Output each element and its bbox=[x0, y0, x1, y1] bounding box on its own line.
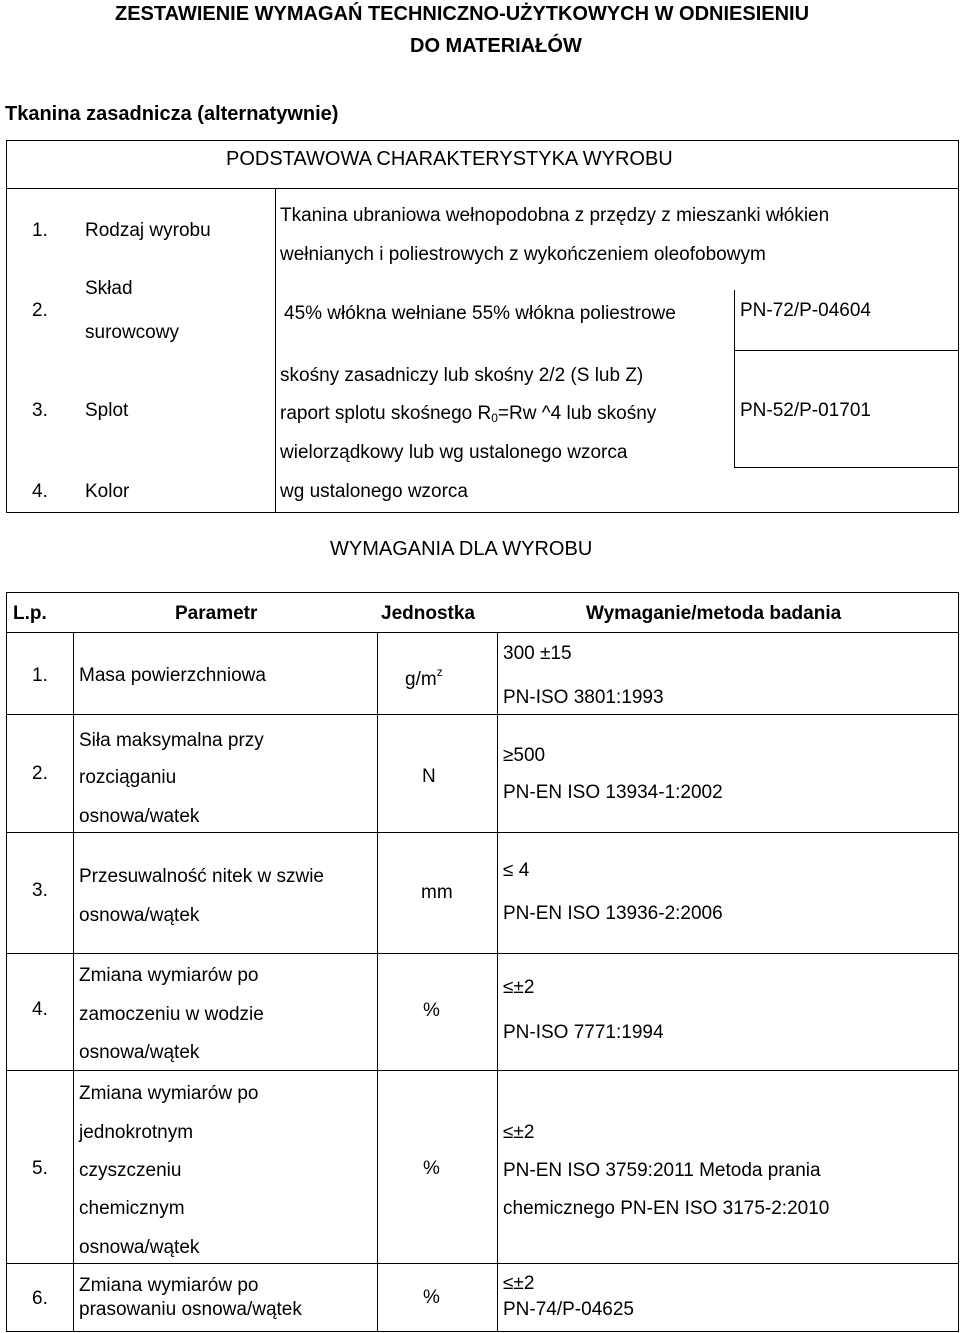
requirement-line: PN-EN ISO 13936-2:2006 bbox=[503, 903, 723, 924]
row-number: 2. bbox=[32, 300, 48, 321]
document-title-line1: ZESTAWIENIE WYMAGAŃ TECHNICZNO-UŻYTKOWYCH W ODNIESIENIU bbox=[115, 3, 810, 25]
requirement-line: ≤±2 bbox=[503, 1273, 535, 1294]
row-label-line: Skład bbox=[85, 278, 133, 299]
basic-characteristics-heading: PODSTAWOWA CHARAKTERYSTYKA WYROBU bbox=[226, 148, 673, 170]
row-number: 1. bbox=[32, 220, 48, 241]
requirements-heading: WYMAGANIA DLA WYROBU bbox=[330, 538, 593, 560]
unit: mm bbox=[421, 882, 453, 903]
row-norm: PN-52/P-01701 bbox=[740, 400, 871, 421]
row-number: 2. bbox=[32, 763, 48, 784]
row-value-line: raport splotu skośnego $R_0=Rw$ ^4 lub skośny bbox=[280, 403, 657, 425]
parameter-line: Zmiana wymiarów po bbox=[79, 1275, 259, 1296]
row-label: Splot bbox=[85, 400, 129, 421]
row-value-line: wielorządkowy lub wg ustalonego wzorca bbox=[280, 442, 628, 463]
row-number: 6. bbox=[32, 1288, 48, 1309]
parameter-line: osnowa/wątek bbox=[79, 1042, 200, 1063]
parameter-line: czyszczeniu bbox=[79, 1160, 182, 1181]
requirement-line: PN-ISO 3801:1993 bbox=[503, 687, 664, 708]
column-header-requirement: Wymaganie/metoda badania bbox=[586, 603, 842, 624]
row-label: Kolor bbox=[85, 481, 130, 502]
parameter-line: rozciąganiu bbox=[79, 767, 177, 788]
requirement-line: PN-EN ISO 13934-1:2002 bbox=[503, 782, 723, 803]
requirement-line: ≥500 bbox=[503, 745, 546, 766]
row-label-line: surowcowy bbox=[85, 322, 179, 343]
row-label: Rodzaj wyrobu bbox=[85, 220, 211, 241]
column-header-parameter: Parametr bbox=[175, 603, 258, 624]
parameter-line: Przesuwalność nitek w szwie bbox=[79, 866, 324, 887]
unit: $g/m^z$ bbox=[405, 665, 443, 690]
parameter-line: Zmiana wymiarów po bbox=[79, 965, 259, 986]
unit: % bbox=[423, 1158, 440, 1179]
requirement-line: PN-ISO 7771:1994 bbox=[503, 1022, 664, 1043]
row-value-line: wg ustalonego wzorca bbox=[280, 481, 468, 502]
requirement-line: PN-74/P-04625 bbox=[503, 1299, 634, 1320]
requirement-line: ≤ 4 bbox=[503, 860, 530, 881]
requirement-line: ≤±2 bbox=[503, 977, 535, 998]
row-number: 5. bbox=[32, 1158, 48, 1179]
document-subtitle: Tkanina zasadnicza (alternatywnie) bbox=[5, 103, 339, 125]
unit: % bbox=[423, 1000, 440, 1021]
requirement-line: chemicznego PN-EN ISO 3175-2:2010 bbox=[503, 1198, 830, 1219]
document-title-line2: DO MATERIAŁÓW bbox=[410, 35, 582, 57]
row-value-line: skośny zasadniczy lub skośny 2/2 (S lub Z) bbox=[280, 365, 644, 386]
parameter-line: Siła maksymalna przy bbox=[79, 730, 264, 751]
row-value-line: wełnianych i poliestrowych z wykończeniem oleofobowym bbox=[280, 244, 766, 265]
parameter-line: osnowa/watek bbox=[79, 806, 200, 827]
parameter-line: Zmiana wymiarów po bbox=[79, 1083, 259, 1104]
row-number: 4. bbox=[32, 999, 48, 1020]
unit: % bbox=[423, 1287, 440, 1308]
row-value-line: 45% włókna wełniane 55% włókna poliestrowe bbox=[284, 303, 676, 324]
requirement-line: ≤±2 bbox=[503, 1122, 535, 1143]
parameter-line: osnowa/wątek bbox=[79, 1237, 200, 1258]
column-header-unit: Jednostka bbox=[381, 603, 475, 624]
row-number: 3. bbox=[32, 880, 48, 901]
row-norm: PN-72/P-04604 bbox=[740, 300, 871, 321]
parameter-line: osnowa/wątek bbox=[79, 905, 200, 926]
requirement-line: 300 ±15 bbox=[503, 643, 572, 664]
unit: N bbox=[422, 766, 436, 787]
requirement-line: PN-EN ISO 3759:2011 Metoda prania bbox=[503, 1160, 821, 1181]
row-number: 3. bbox=[32, 400, 48, 421]
row-number: 1. bbox=[32, 665, 48, 686]
row-value-line: Tkanina ubraniowa wełnopodobna z przędzy z mieszanki włókien bbox=[280, 205, 830, 226]
row-number: 4. bbox=[32, 481, 48, 502]
parameter-line: jednokrotnym bbox=[79, 1122, 194, 1143]
parameter-line: chemicznym bbox=[79, 1198, 185, 1219]
parameter-line: zamoczeniu w wodzie bbox=[79, 1004, 264, 1025]
parameter-line: Masa powierzchniowa bbox=[79, 665, 266, 686]
column-header-lp: L.p. bbox=[13, 603, 47, 624]
parameter-line: prasowaniu osnowa/wątek bbox=[79, 1299, 302, 1320]
